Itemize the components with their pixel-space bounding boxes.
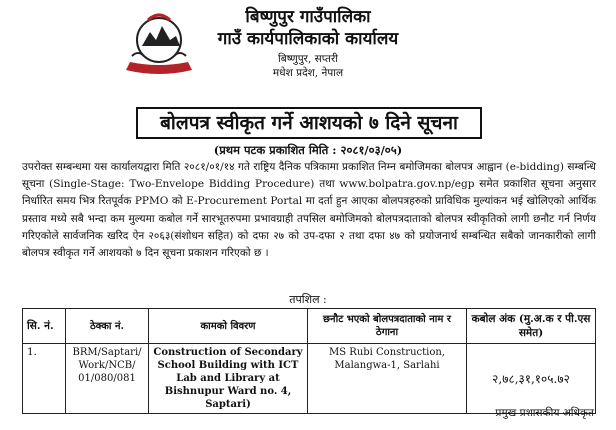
address-line-1: बिष्णुपुर, सप्तरी xyxy=(278,53,338,65)
header-description: कामको विवरण xyxy=(149,309,308,344)
row-description: Construction of Secondary School Building with ICT Lab and Library at Bishnupur Ward no. 4, Saptari) xyxy=(149,344,308,414)
row-contract-no: BRM/Saptari/ Work/NCB/ 01/080/081 xyxy=(66,344,149,414)
row-amount: २,७८,३१,१०५.७२ xyxy=(467,344,596,414)
municipality-name: बिष्णुपुर गाउँपालिका xyxy=(245,7,371,27)
details-label: तपशिल : xyxy=(289,293,327,306)
address-line-2: मधेश प्रदेश, नेपाल xyxy=(272,67,344,79)
header-contract-no: ठेक्का नं. xyxy=(66,309,149,344)
header-bidder: छनौट भएको बोलपत्रदाताको नाम र ठेगाना xyxy=(308,309,467,344)
row-bidder: MS Rubi Construction, Malangwa-1, Sarlahi xyxy=(308,344,467,414)
row-sn: 1. xyxy=(23,344,66,414)
notice-title: बोलपत्र स्वीकृत गर्ने आशयको ७ दिने सूचना xyxy=(136,107,482,139)
header-sn: सि. नं. xyxy=(23,309,66,344)
table-header-row xyxy=(23,309,596,344)
table-row xyxy=(23,344,596,414)
publication-date: (प्रथम पटक प्रकाशित मिति : २०८१/०३/०५) xyxy=(213,143,403,157)
signoff: प्रमुख प्रशासकीय अधिकृत xyxy=(495,407,594,419)
letterhead xyxy=(0,6,616,80)
header-amount: कबोल अंक (मु.अ.क र पी.एस समेत) xyxy=(467,309,596,344)
office-name: गाउँ कार्यपालिकाको कार्यालय xyxy=(217,29,399,49)
notice-body: उपरोक्त सम्बन्धमा यस कार्यालयद्वारा मिति २०८१/०१/१४ गते राष्ट्रिय दैनिक पत्रिकामा प्रकाशित निम्न बमोजिमका बोलपत्र आह्वान (e-bidding) सम्बन्धि सूचना (Single-Stage: Two-Envelope Bidding Procedure) तथा www.bolpatra.gov.np/egp समेत प्रकाशित सूचना अनुसार निर्धारित समय भित्र रितपूर्वक PPMO को E-Procurement Portal मा दर्ता हुन आएका बोलपत्रहरुको प्राविधिक मुल्यांकन भई खोलिएको आर्थिक प्रस्ताव मध्ये सबै भन्दा कम मुल्यमा कबोल गर्ने सारभूतरुपमा प्रभावग्राही तपसिल बमोजिमको बोलपत्रदाताको बोलपत्र स्वीकृतिको लागी छनौट गर्न निर्णय गरिएकोले सार्वजनिक खरिद ऐन २०६३(संशोधन सहित) को दफा २७ को उप-दफा २ तथा दफा ४७ को प्रयोजनार्थ सम्बन्धित सबैको जानकारीको लागी बोलपत्र स्वीकृत गर्ने आशयको ७ दिन सूचना प्रकाशन गरिएको छ । xyxy=(22,161,596,260)
contract-table xyxy=(22,308,596,414)
